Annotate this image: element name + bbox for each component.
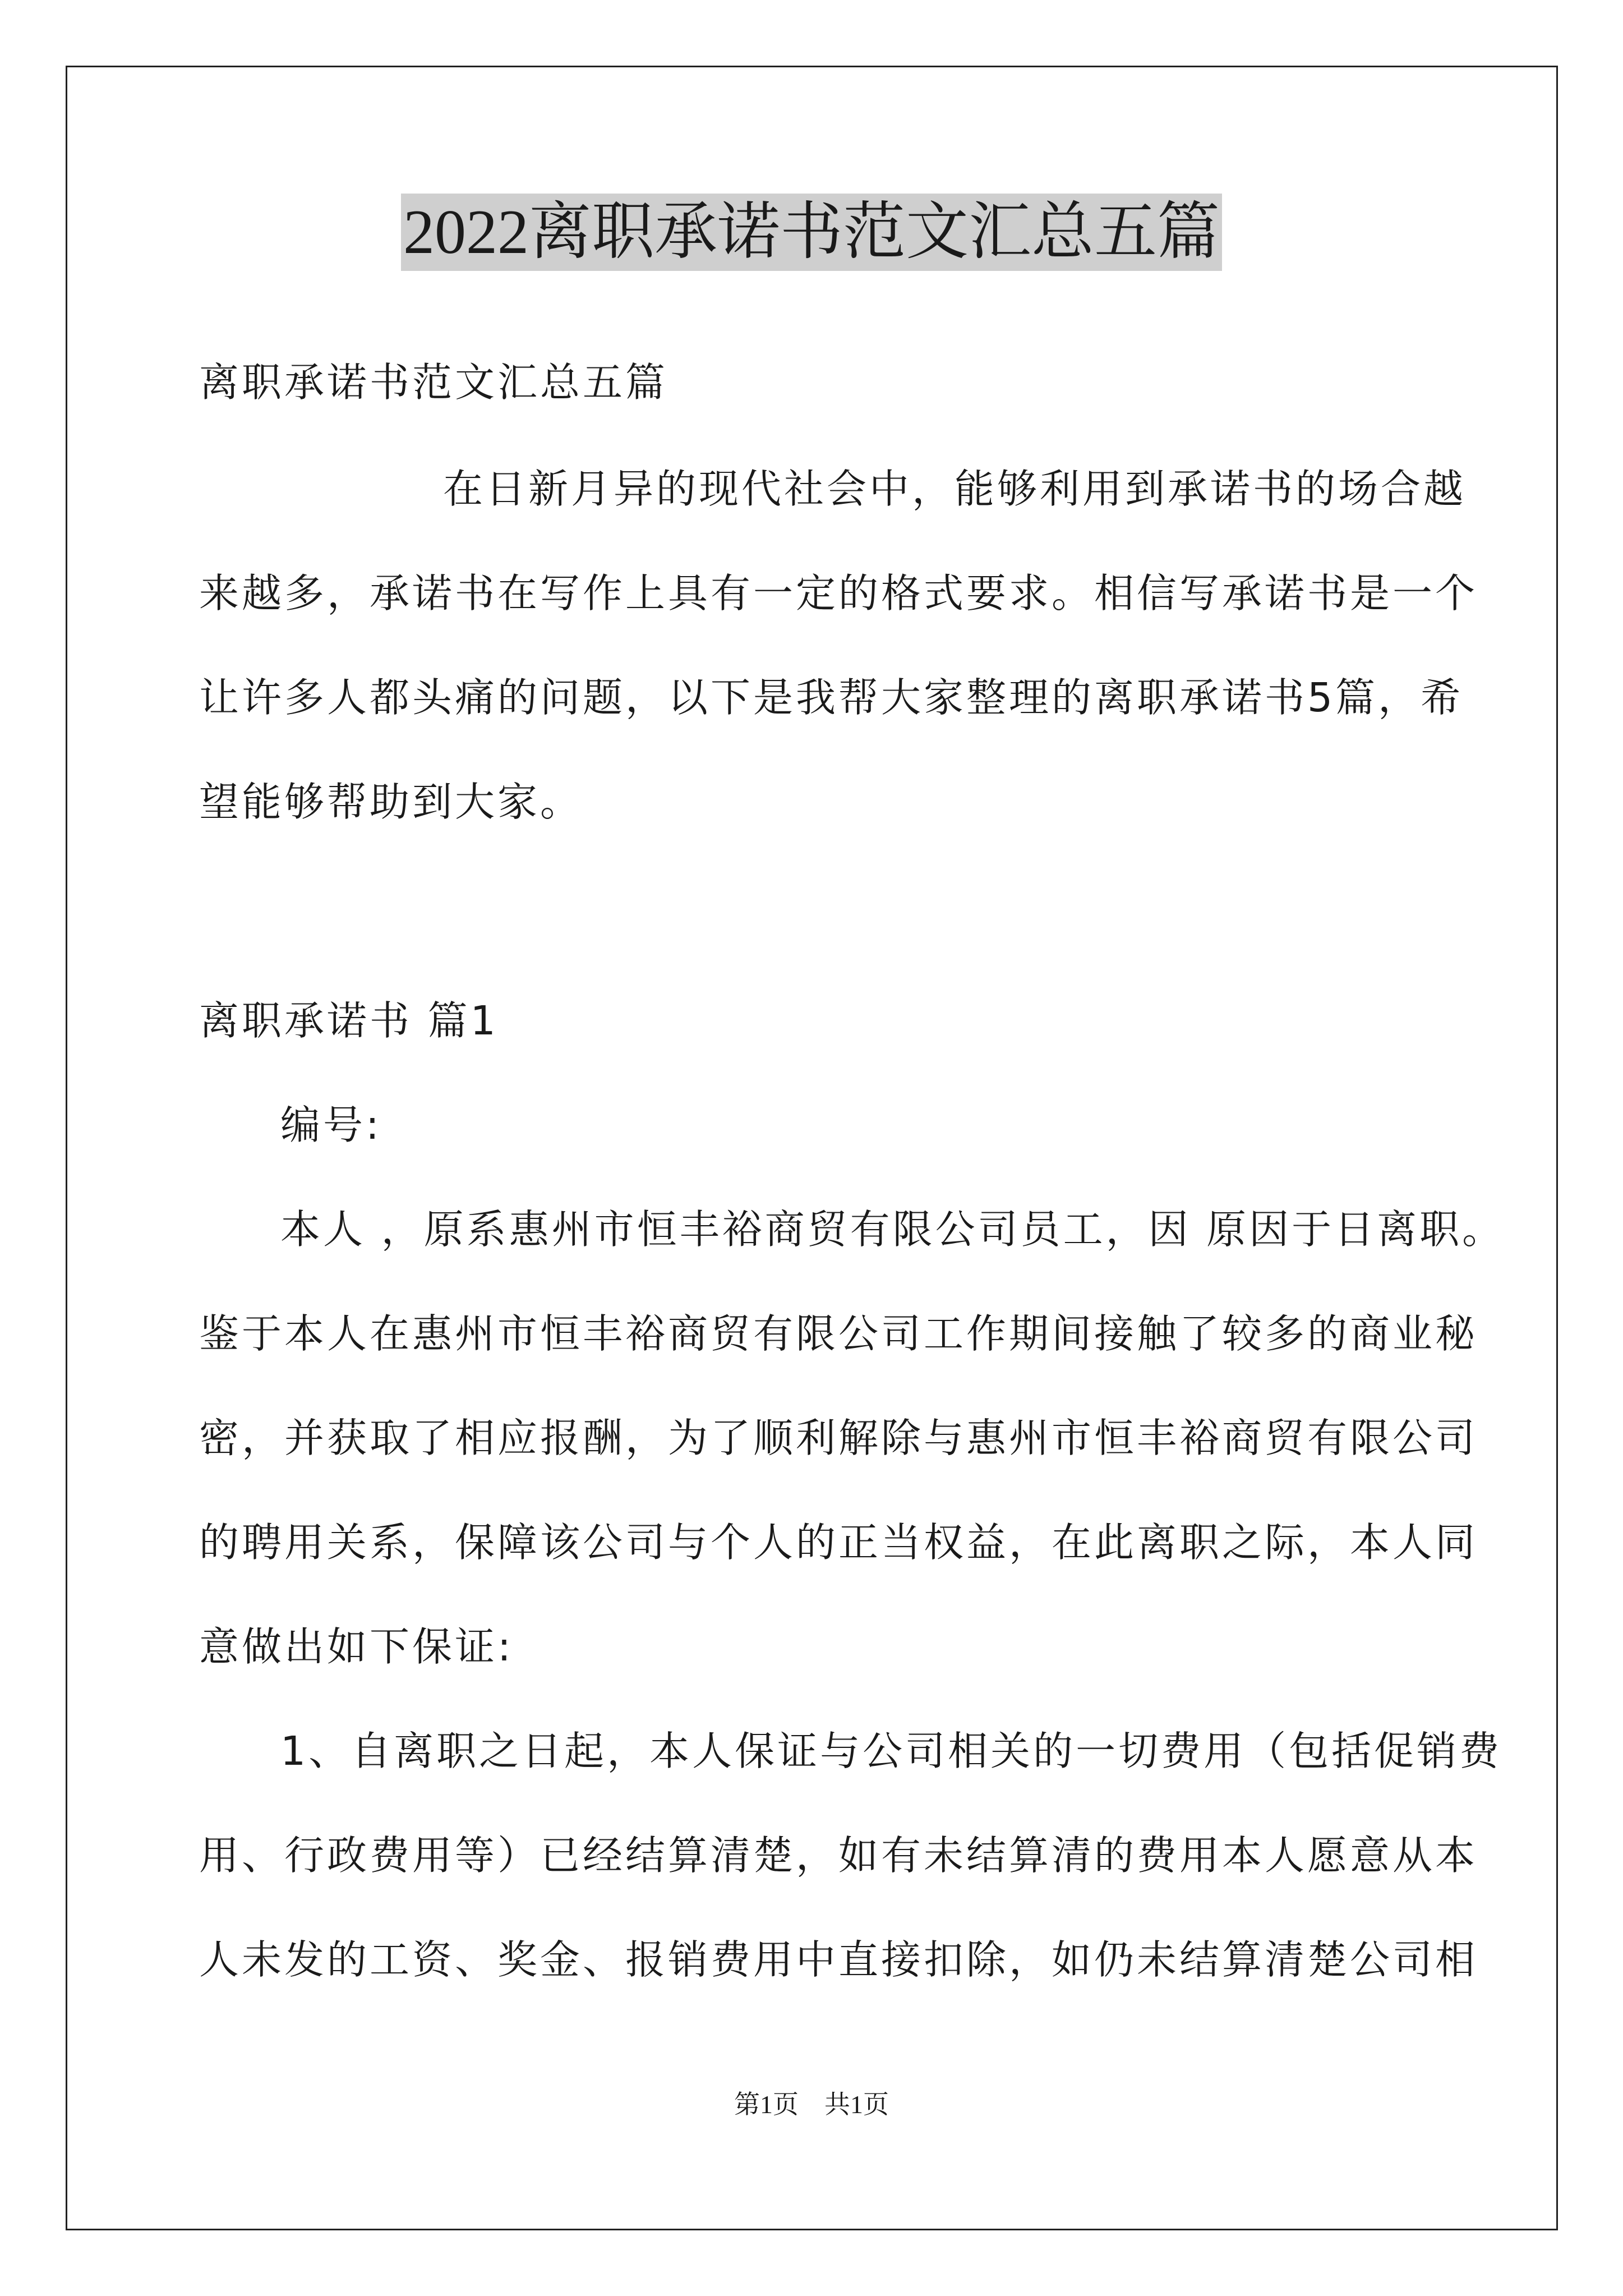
page-footer: 第1页 共1页	[734, 2090, 889, 2119]
body-line-2: 鉴于本人在惠州市恒丰裕商贸有限公司工作期间接触了较多的商业秘	[199, 1310, 1478, 1357]
intro-line-2: 来越多，承诺书在写作上具有一定的格式要求。相信写承诺书是一个	[199, 570, 1478, 616]
clause-line-3: 人未发的工资、奖金、报销费用中直接扣除，如仍未结算清楚公司相	[199, 1936, 1478, 1983]
body-line-5: 意做出如下保证:	[199, 1623, 514, 1670]
body-line-4: 的聘用关系，保障该公司与个人的正当权益，在此离职之际，本人同	[199, 1519, 1478, 1566]
clause-line-1: 1、自离职之日起，本人保证与公司相关的一切费用（包括促销费	[280, 1728, 1502, 1774]
clause-line-2: 用、行政费用等）已经结算清楚，如有未结算清的费用本人愿意从本	[199, 1832, 1478, 1879]
number-label: 编号:	[280, 1102, 382, 1148]
intro-line-1: 在日新月异的现代社会中，能够利用到承诺书的场合越	[443, 466, 1467, 512]
intro-line-4: 望能够帮助到大家。	[199, 779, 583, 825]
subtitle: 离职承诺书范文汇总五篇	[199, 359, 668, 406]
document-title: 2022离职承诺书范文汇总五篇	[401, 194, 1222, 271]
title-container	[0, 194, 1623, 271]
body-line-3: 密，并获取了相应报酬，为了顺利解除与惠州市恒丰裕商贸有限公司	[199, 1415, 1478, 1461]
section-heading: 离职承诺书 篇1	[199, 997, 499, 1044]
body-line-1: 本人 ，原系惠州市恒丰裕商贸有限公司员工，因 原因于日离职。	[280, 1206, 1505, 1253]
intro-line-3: 让许多人都头痛的问题，以下是我帮大家整理的离职承诺书5篇，希	[199, 674, 1464, 721]
